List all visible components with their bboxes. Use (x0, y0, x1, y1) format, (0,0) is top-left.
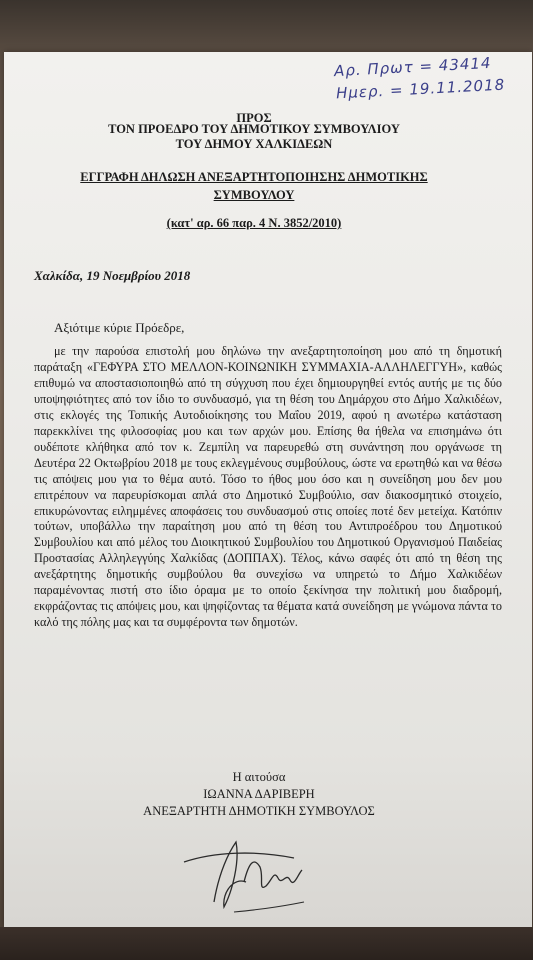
legal-reference: (κατ' αρ. 66 παρ. 4 Ν. 3852/2010) (166, 216, 342, 230)
subject-line-2: ΣΥΜΒΟΥΛΟΥ (213, 188, 295, 202)
recipient-to: ΠΡΟΣ (236, 111, 272, 125)
letter-page (4, 52, 532, 927)
table-edge-shadow (0, 927, 533, 960)
signer-title: ΑΝΕΞΑΡΤΗΤΗ ΔΗΜΟΤΙΚΗ ΣΥΜΒΟΥΛΟΣ (143, 804, 375, 818)
handwritten-protocol-number: Αρ. Πρωτ = 43414 (333, 53, 492, 81)
handwritten-protocol-date: Ημερ. = 19.11.2018 (335, 75, 506, 103)
signer-name: ΙΩΑΝΝΑ ΔΑΡΙΒΕΡΗ (203, 787, 315, 801)
closing-label: Η αιτούσα (232, 770, 286, 784)
salutation: Αξιότιμε κύριε Πρόεδρε, (54, 320, 185, 335)
place-and-date: Χαλκίδα, 19 Νοεμβρίου 2018 (34, 268, 191, 283)
recipient-line-2: ΤΟΥ ΔΗΜΟΥ ΧΑΛΚΙΔΕΩΝ (175, 137, 333, 151)
recipient-line-1: ΤΟΝ ΠΡΟΕΔΡΟ ΤΟΥ ΔΗΜΟΤΙΚΟΥ ΣΥΜΒΟΥΛΙΟΥ (108, 122, 400, 136)
subject-line-1: ΕΓΓΡΑΦΗ ΔΗΛΩΣΗ ΑΝΕΞΑΡΤΗΤΟΠΟΙΗΣΗΣ ΔΗΜΟΤΙΚΗΣ (80, 170, 428, 184)
handwritten-signature (174, 822, 324, 922)
letter-body: με την παρούσα επιστολή μου δηλώνω την ανεξαρτητοποίηση μου από τη δημοτική παράταξη «ΓΕΦΥΡΑ ΣΤΟ ΜΕΛΛΟΝ-ΚΟΙΝΩΝΙΚΗ ΣΥΜΜΑΧΙΑ-ΑΛΛΗΛΕΓΓΥΗ», καθώς επιθυμώ να αποστασιοποιηθώ από τη σύγχυση που έχει δημιουργηθεί εντός αυτής με τις δύο υποψηφιότητες από τον ίδιο το συνδυασμό, για τη θέση του Δημάρχου στο Δήμο Χαλκιδέων, στις εκλογές της Τοπικής Αυτοδιοίκησης του Μαΐου 2019, αφού η ανωτέρω κατάσταση παρεκκλίνει της φιλοσοφίας μου και των αρχών μου. Επίσης θα ήθελα να επισημάνω ότι ουδέποτε κλήθηκα από τον κ. Ζεμπίλη να παρευρεθώ στη συνάντηση που οργάνωσε τη Δευτέρα 22 Οκτωβρίου 2018 με τους εκλεγμένους συμβούλους, ώστε να ερωτηθώ και να θέσω τις απόψεις μου για το θέμα αυτό. Τόσο το ήθος μου όσο και η συνείδηση μου δεν μου επιτρέπουν να παρευρίσκομαι απλά στο Δημοτικό Συμβούλιο, σαν διακοσμητικό στοιχείο, επικυρώνοντας ειλημμένες αποφάσεις του συνδυασμού στις οποίες ποτέ δεν μετείχα. Κατόπιν τούτων, υποβάλλω την παραίτηση μου από τη θέση του Αντιπροέδρου του Δημοτικού Συμβουλίου και από μέλος του Διοικητικού Συμβουλίου του Δημοτικού Οργανισμού Παιδείας Προστασίας Αλληλεγγύης Χαλκίδας (ΔΟΠΠΑΧ). Τέλος, κάνω σαφές ότι από τη θέση της ανεξάρτητης δημοτικής συμβούλου θα συνεχίσω να υπηρετώ το Δήμο Χαλκιδέων παραμένοντας πιστή στο ίδιο όραμα με το οποίο ξεκίνησα την πολιτική μου διαδρομή, εκφράζοντας τις απόψεις μου, και ψηφίζοντας τα θέματα κατά συνείδηση με γνώμονα πάντα το καλό της πόλης μας και τα συμφέροντα των δημοτών. (34, 344, 502, 630)
